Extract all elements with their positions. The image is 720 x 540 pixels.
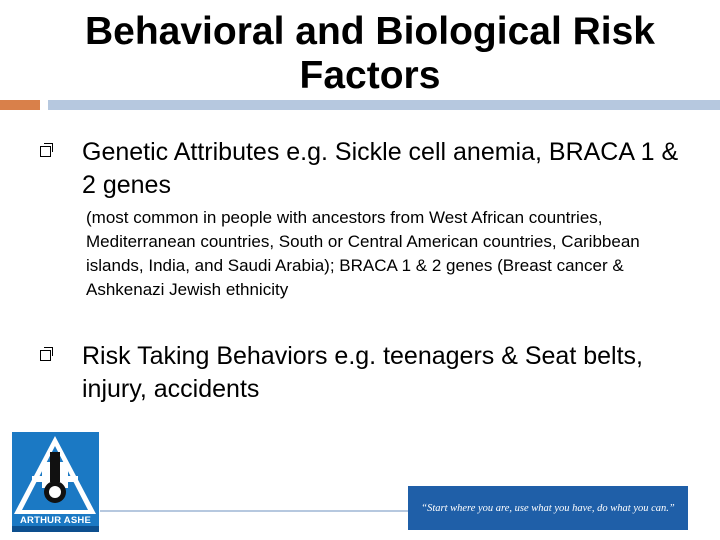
quote-banner bbox=[408, 486, 688, 530]
logo-subline bbox=[12, 526, 99, 532]
footer-divider bbox=[100, 510, 410, 512]
checkbox-arrow-icon bbox=[40, 350, 51, 361]
bullet-genetic-attributes: Genetic Attributes e.g. Sickle cell anemia, BRACA 1 & 2 genes bbox=[82, 138, 679, 199]
title-underline bbox=[48, 100, 720, 110]
arthur-ashe-logo bbox=[12, 432, 99, 532]
quote-text: “Start where you are, use what you have, do what you can.” bbox=[421, 502, 675, 514]
logo-label: ARTHUR ASHE bbox=[20, 515, 91, 526]
slide-title: Behavioral and Biological Risk Factors bbox=[85, 10, 655, 97]
bullet-risk-taking: Risk Taking Behaviors e.g. teenagers & Seat belts, injury, accidents bbox=[82, 342, 643, 403]
checkbox-arrow-icon bbox=[40, 146, 51, 157]
title-underline-accent bbox=[0, 100, 40, 110]
genetic-ancestry-note: (most common in people with ancestors from West African countries, Mediterranean countries, South or Central American countries, Caribbean islands, India, and Saudi Arabia); BRACA 1 & 2 genes (Breast cancer & Ashkenazi Jewish ethnicity bbox=[86, 208, 640, 299]
